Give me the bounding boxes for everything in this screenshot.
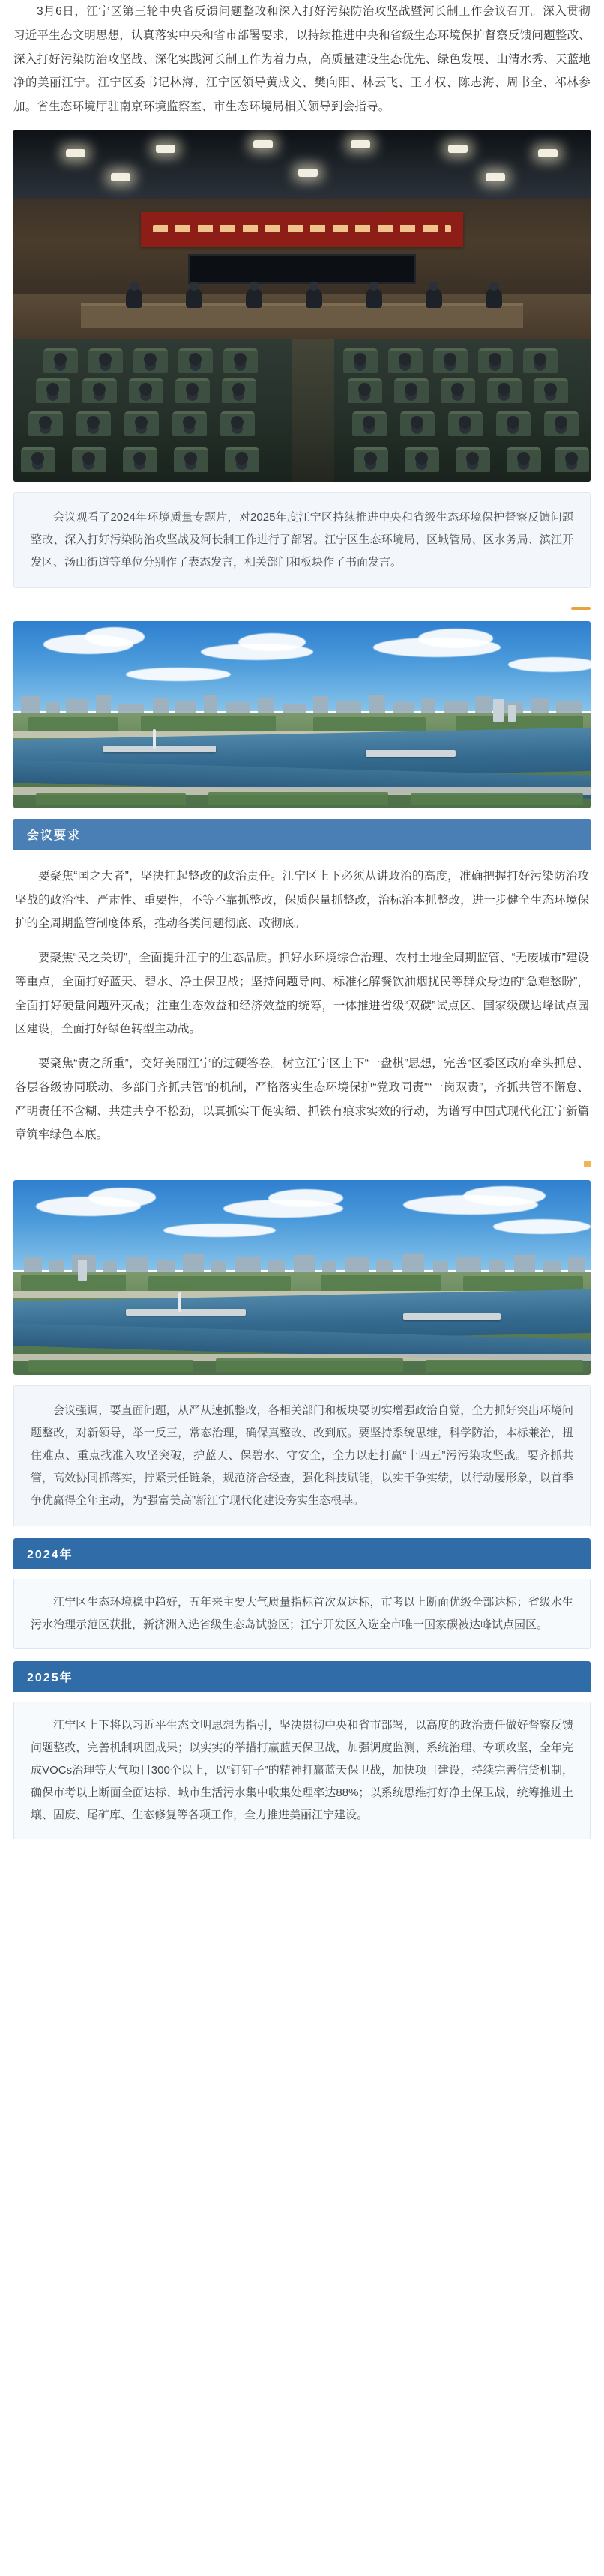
stage-banner (141, 212, 463, 247)
audience-row (13, 378, 591, 404)
green-area (463, 1276, 583, 1291)
section-header-requirements: 会议要求 (13, 819, 591, 850)
stage-screen (188, 254, 416, 284)
bridge (126, 1309, 246, 1316)
audience-row (13, 348, 591, 374)
requirements-body (13, 860, 591, 1147)
green-area (208, 792, 388, 805)
divider-mark (13, 600, 591, 614)
callout-emphasis (13, 1385, 591, 1526)
stage-person (246, 288, 262, 308)
section-header-2024: 2024年 (13, 1538, 591, 1569)
tower (493, 699, 504, 722)
audience-row (13, 447, 591, 473)
requirement-3: 要聚焦“责之所重”，交好美丽江宁的过硬答卷。树立江宁区上下“一盘棋”思想，完善“区委区政府牵头抓总、各层各级协同联动、多部门齐抓共管”的机制，严格落实生态环境保护“党政同责”“一岗双责”，齐抓共管不懈怠、严明责任不含糊、共建共享不松劲，以真抓实干促实绩、抓铁有痕求实效的行动，为谱写中国式现代化江宁新篇章筑牢绿色本底。 (15, 1057, 589, 1142)
cloud (508, 657, 591, 672)
callout-meeting-summary-text: 会议观看了2024年环境质量专题片，对2025年度江宁区持续推进中央和省级生态环境保护督察反馈问题整改、深入打好污染防治攻坚战及河长制工作进行了部署。江宁区生态环境局、区城管局、区水务局、滨江开发区、汤山街道等单位分别作了表态发言，相关部门和板块作了书面发言。 (31, 510, 573, 569)
ceiling-light-icon (486, 173, 505, 181)
tower (78, 1260, 87, 1281)
stage-person (306, 288, 322, 308)
ceiling-light-icon (111, 173, 130, 181)
stage-person (126, 288, 142, 308)
stage-person (486, 288, 502, 308)
green-area (141, 716, 276, 732)
bridge (366, 750, 456, 757)
year-2025-text: 江宁区上下将以习近平生态文明思想为指引，坚决贯彻中央和省市部署，以高度的政治责任做好督察反馈问题整改，完善机制巩固成果；以实实的举措打赢蓝天保卫战，加强调度监测、系统治理、专项攻坚，全年完成VOCs治理等大气项目300个以上，以“钉钉子”的精神打赢蓝天保卫战，加快项目建设，持续完善信贷机制，确保市考以上断面全面达标、城市生活污水集中收集处理率达88%；以系统思维打好净土保卫战，统筹推进土壤、固废、尾矿库、生态修复等各项工作，全力推进美丽江宁建设。 (31, 1719, 573, 1822)
year-2024-text: 江宁区生态环境稳中趋好，五年来主要大气质量指标首次双达标，市考以上断面优级全部达标；省级水生污水治理示范区获批，新济洲入选省级生态岛试验区；江宁开发区入选全市唯一国家碳被达峰试点园区。 (31, 1596, 573, 1632)
stage-person (186, 288, 202, 308)
bridge (403, 1313, 501, 1320)
green-area (216, 1358, 403, 1372)
head-table (81, 303, 523, 328)
divider-dot (13, 1158, 591, 1171)
green-area (28, 1360, 193, 1372)
callout-meeting-summary (13, 492, 591, 588)
cloud (418, 629, 493, 648)
tower (508, 705, 516, 722)
ceiling-light-icon (66, 149, 85, 157)
ceiling-light-icon (448, 145, 468, 153)
requirement-2: 要聚焦“民之关切”，全面提升江宁的生态品质。抓好水环境综合治理、农村土地全周期监管、“无废城市”建设等重点，全面打好蓝天、碧水、净土保卫战；坚持问题导向、标准化解餐饮油烟扰民等群众身边的“急难愁盼”，全面打好硬量问题歼灭战；注重生态效益和经济效益的统筹，一体推进省级“双碳”试点区、国家级碳达峰试点园区建设，全面打好绿色转型主动战。 (15, 952, 589, 1036)
green-area (313, 717, 426, 732)
callout-emphasis-text: 会议强调，要直面问题，从严从速抓整改，各相关部门和板块要切实增强政治自觉，全力抓好突出环境问题整改，对新领导，举一反三，常态治理，确保真整改、改到底。要坚持系统思维，科学防治，本标兼治，扭住难点、重点找准入攻坚突破，护蓝天、保碧水、守安全，全力以赴打赢“十四五”污污染攻坚战。要齐抓共管，高效协同抓落实，拧紧责任链条，规范济合经查，强化科技赋能，以实干争实绩，以行动屡形象，以首季争优赢得全年主动，为“强富美高”新江宁现代化建设夯实生态根基。 (31, 1404, 573, 1508)
cloud (238, 633, 306, 651)
ceiling-light-icon (351, 140, 370, 148)
audience-row (13, 411, 591, 437)
green-area (28, 717, 118, 732)
green-area (321, 1275, 441, 1291)
green-area (148, 1276, 291, 1291)
meeting-photo (13, 130, 591, 482)
bridge-pylon (178, 1292, 181, 1312)
ceiling-light-icon (253, 140, 273, 148)
cloud (126, 668, 231, 681)
green-area (426, 1360, 583, 1372)
stage-person (426, 288, 442, 308)
cloud (85, 627, 145, 647)
year-2024-box (13, 1579, 591, 1649)
year-2025-box (13, 1702, 591, 1839)
lead-paragraph-block (13, 0, 591, 119)
bridge (103, 746, 216, 752)
stage-person (366, 288, 382, 308)
requirement-1: 要聚焦“国之大者”，坚决扛起整改的政治责任。江宁区上下必须从讲政治的高度，准确把握打好污染防治攻坚战的政治性、严肃性、重要性，不等不靠抓整改，保质保量抓整改，治标治本抓整改，进一步健全生态环境保护的全周期监管制度体系，推动各类问题彻底、改彻底。 (15, 869, 589, 931)
section-header-2025: 2025年 (13, 1661, 591, 1692)
hall-ceiling (13, 130, 591, 199)
city-aerial-photo-2 (13, 1180, 591, 1375)
ceiling-light-icon (538, 149, 558, 157)
city-aerial-photo-1 (13, 621, 591, 808)
lead-paragraph: 3月6日，江宁区第三轮中央省反馈问题整改和深入打好污染防治攻坚战暨河长制工作会议召开。深入贯彻习近平生态文明思想，认真落实中央和省市部署要求，以持续推进中央和省级生态环境保护督察反馈问题整改、深入打好污染防治攻坚战、深化实践河长制工作为着力点，高质量建设生态优先、绿色发展、山清水秀、天蓝地净的美丽江宁。江宁区委书记林海、江宁区领导黄成文、樊向阳、林云飞、王才权、陈志海、周书全、祁林参加。省生态环境厅驻南京环境监察室、市生态环境局相关领导到会指导。 (13, 5, 591, 114)
ceiling-light-icon (298, 169, 318, 177)
ceiling-light-icon (156, 145, 175, 153)
green-area (36, 793, 186, 805)
green-area (411, 793, 583, 805)
green-area (21, 1275, 126, 1291)
bridge-pylon (153, 729, 156, 749)
